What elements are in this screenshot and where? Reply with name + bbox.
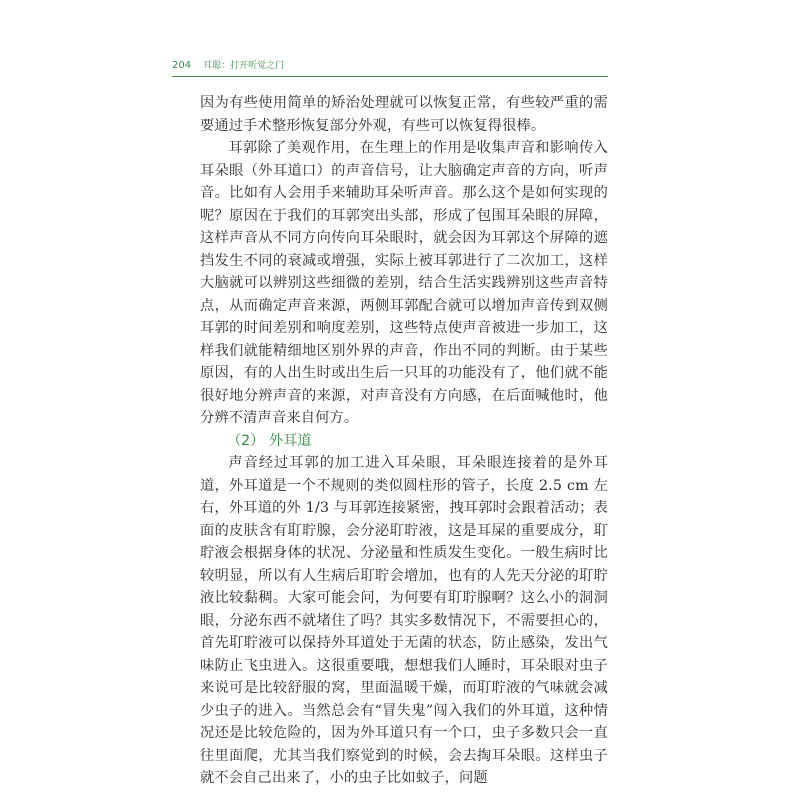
paragraph-ear-canal: 声音经过耳郭的加工进入耳朵眼，耳朵眼连接着的是外耳道，外耳道是一个不规则的类似圆柱形的管子，长度 2.5 cm 左右，外耳道的外 1/3 与耳郭连接紧密，拽耳郭时会跟着活动；表面的皮肤含有耵聍腺，会分泌耵聍液，这是耳屎的重要成分，耵聍液会根据身体的状况、分泌量和性质发生变化。一般生病时比较明显，所以有人生病后耵聍会增加，也有的人先天分泌的耵聍液比较黏稠。大家可能会问，为何要有耵聍腺啊？这么小的洞洞眼，分泌东西不就堵住了吗？其实多数情况下，不需要担心的，首先耵聍液可以保持外耳道处于无菌的状态，防止感染，发出气味防止飞虫进入。这很重要哦，想想我们人睡时，耳朵眼对虫子来说可是比较舒服的窝，里面温暖干燥，而耵聍液的气味就会减少虫子的进入。当然总会有“冒失鬼”闯入我们的外耳道，这种情况还是比较危险的，因为外耳道只有一个口，虫子多数只会一直往里面爬，尤其当我们察觉到的时候，会去掏耳朵眼。这样虫子就不会自己出来了，小的虫子比如蚊子，问题 [200, 455, 608, 786]
running-title: 耳聪：打开听觉之门 [203, 61, 285, 71]
paragraph-continued: 因为有些使用简单的矫治处理就可以恢复正常，有些较严重的需要通过手术整形恢复部分外观，有些可以恢复得很棒。 [200, 95, 608, 134]
page-number: 204 [172, 60, 192, 71]
body-text [200, 92, 608, 790]
section-subheading: （2） 外耳道 [226, 432, 312, 449]
paragraph-auricle-function: 耳郭除了美观作用，在生理上的作用是收集声音和影响传入耳朵眼（外耳道口）的声音信号，让大脑确定声音的方向，听声音。比如有人会用手来辅助耳朵听声音。那么这个是如何实现的呢？原因在于我们的耳郭突出头部，形成了包围耳朵眼的屏障，这样声音从不同方向传向耳朵眼时，就会因为耳郭这个屏障的遮挡发生不同的衰减或增强，实际上被耳郭进行了二次加工，这样大脑就可以辨别这些细微的差别，结合生活实践辨别这些声音特点，从而确定声音来源，两侧耳郭配合就可以增加声音传到双侧耳郭的时间差别和响度差别，这些特点使声音被进一步加工，这样我们就能精细地区别外界的声音，作出不同的判断。由于某些原因，有的人出生时或出生后一只耳的功能没有了，他们就不能很好地分辨声音的来源，对声音没有方向感，在后面喊他时，他分辨不清声音来自何方。 [200, 140, 608, 426]
running-header [172, 57, 608, 77]
